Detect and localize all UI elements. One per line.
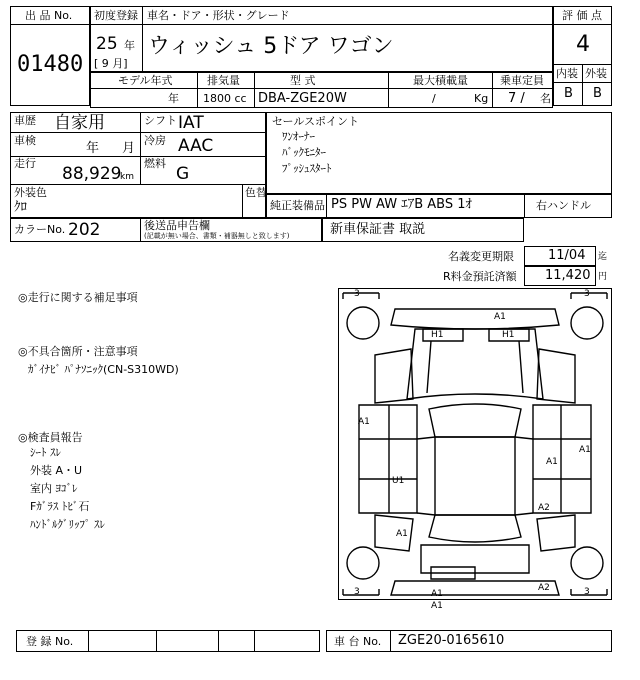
divider	[140, 218, 141, 242]
divider	[390, 630, 391, 652]
corner-number: 3	[354, 289, 360, 299]
divider	[492, 72, 493, 108]
postbuy-label: 後送品申告欄	[144, 219, 210, 232]
shift-value: IAT	[178, 113, 204, 133]
wheel-front-left	[347, 307, 379, 339]
divider	[88, 630, 89, 652]
rear-glass	[429, 515, 521, 542]
name-change-unit: 迄	[598, 252, 608, 262]
roof	[435, 437, 515, 515]
sales-point-item: ﾊﾞｯｸﾓﾆﾀｰ	[282, 146, 326, 159]
mileage-value: 88,929	[62, 164, 122, 184]
history-label: 車歴	[14, 114, 36, 127]
damage-mark: A1	[358, 417, 370, 427]
wheel-front-right	[571, 307, 603, 339]
inspector-item: ｼｰﾄ ｽﾚ	[30, 446, 61, 459]
car-name-label: 車名・ドア・形状・グレード	[147, 9, 290, 22]
ac-value: AAC	[178, 136, 214, 156]
inspector-item: 外装 A・U	[30, 464, 83, 477]
documents-value: 新車保証書 取説	[330, 222, 426, 237]
chassis-label: 車 台 No.	[334, 635, 382, 648]
side-right-panels	[533, 405, 591, 513]
divider	[553, 24, 612, 25]
sales-point-item: ﾌﾟｯｼｭｽﾀｰﾄ	[282, 162, 332, 175]
divider	[140, 112, 141, 184]
recycle-value: 11,420	[545, 268, 591, 283]
equipment-label: 純正装備品	[270, 199, 325, 212]
recolor-label: 色替	[245, 186, 267, 199]
reg-no-label: 登 録 No.	[26, 635, 74, 648]
damage-mark: H1	[431, 330, 444, 340]
divider	[156, 630, 157, 652]
lot-number: 01480	[17, 52, 84, 77]
chassis-number: ZGE20-0165610	[398, 633, 505, 648]
car-diagram	[338, 288, 612, 600]
max-load-value: /	[432, 92, 436, 105]
wheel-rear-left	[347, 547, 379, 579]
damage-mark: A1	[431, 589, 443, 599]
damage-mark: A1	[494, 312, 506, 322]
displacement-label: 排気量	[207, 74, 240, 87]
lot-label: 出 品 No.	[25, 9, 73, 22]
windshield	[429, 404, 521, 437]
divider	[10, 24, 90, 25]
divider	[218, 630, 219, 652]
fuel-label: 燃料	[144, 157, 166, 170]
divider	[10, 184, 266, 185]
divider	[197, 72, 198, 108]
name-change-value: 11/04	[548, 248, 586, 263]
divider	[254, 72, 255, 108]
color-no-value: 202	[68, 220, 101, 240]
corner-tag	[343, 293, 379, 299]
interior-grade: B	[564, 86, 573, 101]
damage-mark: A1	[431, 601, 443, 611]
damage-mark: A2	[538, 583, 550, 593]
shift-label: シフト	[144, 114, 177, 127]
recycle-unit: 円	[598, 272, 608, 282]
rear-quarter-right	[537, 515, 575, 551]
info-box	[10, 112, 266, 218]
inspector-label: ◎検査員報告	[18, 431, 83, 444]
driving-label: ◎走行に関する補足事項	[18, 291, 138, 304]
color-value: ｸﾛ	[14, 200, 27, 215]
model-code-label: 型 式	[290, 74, 316, 87]
front-bumper	[391, 309, 559, 329]
defects-label: ◎不具合箇所・注意事項	[18, 345, 138, 358]
year-unit: 年	[124, 39, 135, 52]
first-reg-year: 25	[96, 34, 118, 54]
model-code-value: DBA-ZGE20W	[258, 91, 347, 106]
equipment-items: PS PW AW ｴｱB ABS 1ｵ	[331, 197, 473, 212]
wheel-rear-right	[571, 547, 603, 579]
capacity-value: 7 /	[508, 91, 525, 106]
score-value: 4	[576, 32, 590, 57]
inspection-month-unit: 月	[122, 141, 136, 156]
inspector-item: ﾊﾝﾄﾞﾙｸﾞﾘｯﾌﾟ ｽﾚ	[30, 518, 105, 531]
exterior-grade: B	[593, 86, 602, 101]
side-right	[533, 405, 591, 513]
model-year-unit: 年	[168, 92, 179, 105]
divider	[254, 630, 255, 652]
divider	[10, 156, 266, 157]
capacity-label: 乗車定員	[500, 74, 544, 87]
recycle-label: R料金預託済額	[443, 270, 517, 283]
damage-mark: A1	[579, 445, 591, 455]
corner-number: 3	[584, 289, 590, 299]
postbuy-note: (記載が無い場合、書類・補器無しと致します)	[144, 232, 290, 240]
damage-mark: A1	[396, 529, 408, 539]
first-reg-month: [ 9 月]	[94, 57, 128, 70]
capacity-unit: 名	[540, 92, 551, 105]
damage-mark: A1	[546, 457, 558, 467]
corner-tag	[343, 589, 379, 595]
divider	[90, 88, 553, 89]
corner-number: 3	[584, 587, 590, 597]
color-label: 外装色	[14, 186, 47, 199]
name-change-label: 名義変更期限	[448, 250, 514, 263]
model-year-label: モデル年式	[118, 74, 173, 87]
damage-mark: H1	[502, 330, 515, 340]
divider	[524, 194, 525, 218]
steering-value: 右ハンドル	[536, 199, 591, 212]
divider	[388, 72, 389, 108]
mileage-unit: km	[120, 172, 134, 182]
defect-item: ｶﾞｲﾅﾋﾞ ﾊﾟﾅｿﾆｯｸ(CN-S310WD)	[28, 363, 179, 376]
sales-point-item: ﾜﾝｵｰﾅｰ	[282, 130, 315, 143]
divider	[142, 6, 143, 72]
divider	[326, 194, 327, 218]
ac-label: 冷房	[144, 134, 166, 147]
displacement-value: 1800 cc	[203, 92, 247, 105]
interior-label: 内装	[556, 67, 578, 80]
inspection-label: 車検	[14, 134, 36, 147]
exterior-label: 外装	[585, 67, 607, 80]
damage-mark: A2	[538, 503, 550, 513]
first-reg-label: 初度登録	[94, 9, 138, 22]
divider	[242, 184, 243, 218]
color-no-label: カラーNo.	[14, 223, 66, 236]
mileage-label: 走行	[14, 157, 36, 170]
inspector-item: 室内 ﾖｺﾞﾚ	[30, 482, 78, 495]
divider	[582, 64, 583, 106]
car-name: ウィッシュ 5ドア ワゴン	[148, 34, 394, 59]
inspector-item: Fｶﾞﾗｽ ﾄﾋﾞ石	[30, 500, 90, 513]
fuel-value: G	[176, 164, 190, 184]
damage-mark: U1	[392, 476, 405, 486]
divider	[10, 132, 266, 133]
hood-line	[427, 341, 523, 393]
inspection-year-unit: 年	[86, 141, 100, 156]
sales-points-label: セールスポイント	[272, 115, 360, 128]
divider	[90, 24, 553, 25]
history-value: 自家用	[54, 113, 105, 133]
max-load-unit: Kg	[474, 92, 489, 105]
score-label: 評 価 点	[562, 9, 602, 22]
max-load-label: 最大積載量	[413, 74, 468, 87]
rear-bumper	[391, 581, 559, 595]
corner-number: 3	[354, 587, 360, 597]
